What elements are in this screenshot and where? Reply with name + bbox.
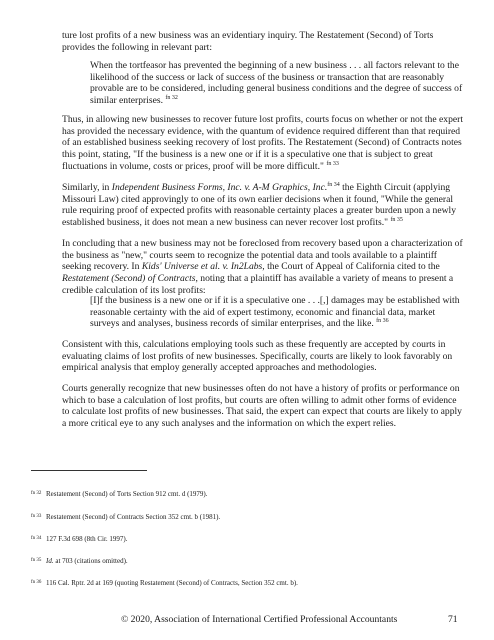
footnote-35 <box>31 556 471 566</box>
paragraph-courts-generally: Courts generally recognize that new businesses often do not have a history of profits or performance on which to base a calculation of lost profits, but courts are often willing to admit other forms of evidence to calculate lost profits of new businesses. That said, the expert can expect that courts are likely to apply a more critical eye to any such analyses and the information on which the expert relies. <box>62 383 462 430</box>
page-footer-copyright: © 2020, Association of International Certified Professional Accountants <box>121 614 398 625</box>
footnote-marker: fn 35 <box>31 558 42 563</box>
footnote-32 <box>31 489 471 499</box>
blockquote-kids-universe <box>90 295 466 330</box>
footnote-ref-33[interactable]: fn 33 <box>326 160 339 167</box>
footnote-text: at 703 (citations omitted). <box>53 557 128 565</box>
similarly-text: the Eighth Circuit (applying Missouri Law) cited approvingly to one of its own earlier decisions when it found, "While the general rule requiring proof of expected profits with reasonable certainty places a greater burden upon a newly established business, it does not mean a new business can never recover lost profits." <box>62 182 456 229</box>
restatement-contracts-title: Restatement (Second) of Contracts <box>62 273 196 285</box>
footnote-text: 116 Cal. Rptr. 2d at 169 (quoting Restatement (Second) of Contracts, Section 352 cmt. b). <box>46 579 298 587</box>
footnote-ref-34[interactable]: fn 34 <box>327 181 340 188</box>
paragraph-similarly <box>62 182 466 229</box>
footnote-text: Restatement (Second) of Torts Section 912 cmt. d (1979). <box>46 490 208 498</box>
case-name-independent: Independent Business Forms, Inc. v. A-M Graphics, Inc. <box>111 182 328 193</box>
footnote-marker: fn 32 <box>31 491 42 496</box>
case-name-kids-universe: Kids' Universe et al. v. In2Labs, <box>141 261 265 273</box>
footnote-33 <box>31 512 471 522</box>
paragraph-new-businesses-text: Thus, in allowing new businesses to recover future lost profits, courts focus on whether or not the expert has provided the necessary evidence, with the quantum of evidence required different than that required of an established business seeking recovery of lost profits. The Restatement (Second) of Contracts notes this point, stating, "If the business is a new one or if it is a speculative one that is subject to great fluctuations in volume, costs or prices, proof will be more difficult." <box>62 114 463 172</box>
footnote-ref-32[interactable]: fn 32 <box>165 94 178 101</box>
footnote-separator <box>31 470 147 471</box>
footnote-text: Restatement (Second) of Contracts Section 352 cmt. b (1981). <box>46 513 221 521</box>
footnote-italic-id: Id. <box>46 557 54 565</box>
footnote-34 <box>31 534 471 544</box>
concluding-text: In concluding that a new business may not be foreclosed from recovery based upon a characterization of the business as "new," courts seem to recognize the potential data and tools available to a plaintiff seeking recovery. In <box>62 238 463 273</box>
kids-after-text: , noting that a plaintiff has available a variety of means to present a credible calculation of its lost profits: <box>62 273 454 296</box>
footnote-ref-35[interactable]: fn 35 <box>390 216 403 223</box>
footnote-marker: fn 34 <box>31 536 42 541</box>
blockquote-torts <box>90 60 466 107</box>
paragraph-new-businesses <box>62 114 466 173</box>
kids-middle-text: the Court of Appeal of California cited to the <box>267 261 440 273</box>
footnote-marker: fn 36 <box>31 580 42 585</box>
similarly-lead: Similarly, in <box>62 182 110 193</box>
footnote-ref-36[interactable]: fn 36 <box>376 318 389 325</box>
page-number: 71 <box>448 614 458 625</box>
footnote-text: 127 F.3d 698 (8th Cir. 1997). <box>46 535 128 543</box>
footnote-36 <box>31 578 471 588</box>
paragraph-consistent: Consistent with this, calculations employing tools such as these frequently are accepted by courts in evaluating claims of lost profits of new businesses. Specifically, courts are likely to look favorably on empirical analysis that employ generally accepted approaches and methodologies. <box>62 339 453 374</box>
blockquote-torts-text: When the tortfeasor has prevented the beginning of a new business . . . all factors relevant to the likelihood of the success or lack of success of the business or transaction that are reasonably provable are to be considered, including general business conditions and the degree of success of similar enterprises. <box>90 60 463 107</box>
footnote-marker: fn 33 <box>31 514 42 519</box>
paragraph-concluding <box>62 238 466 297</box>
blockquote-kids-text: [I]f the business is a new one or if it is a speculative one . . .[,] damages may be established with reasonable certainty with the aid of expert testimony, economic and financial data, market surveys and analyses, business records of similar enterprises, and the like. <box>90 295 460 330</box>
paragraph-intro: ture lost profits of a new business was an evidentiary inquiry. The Restatement (Second) of Torts provides the following in relevant part: <box>62 30 434 53</box>
